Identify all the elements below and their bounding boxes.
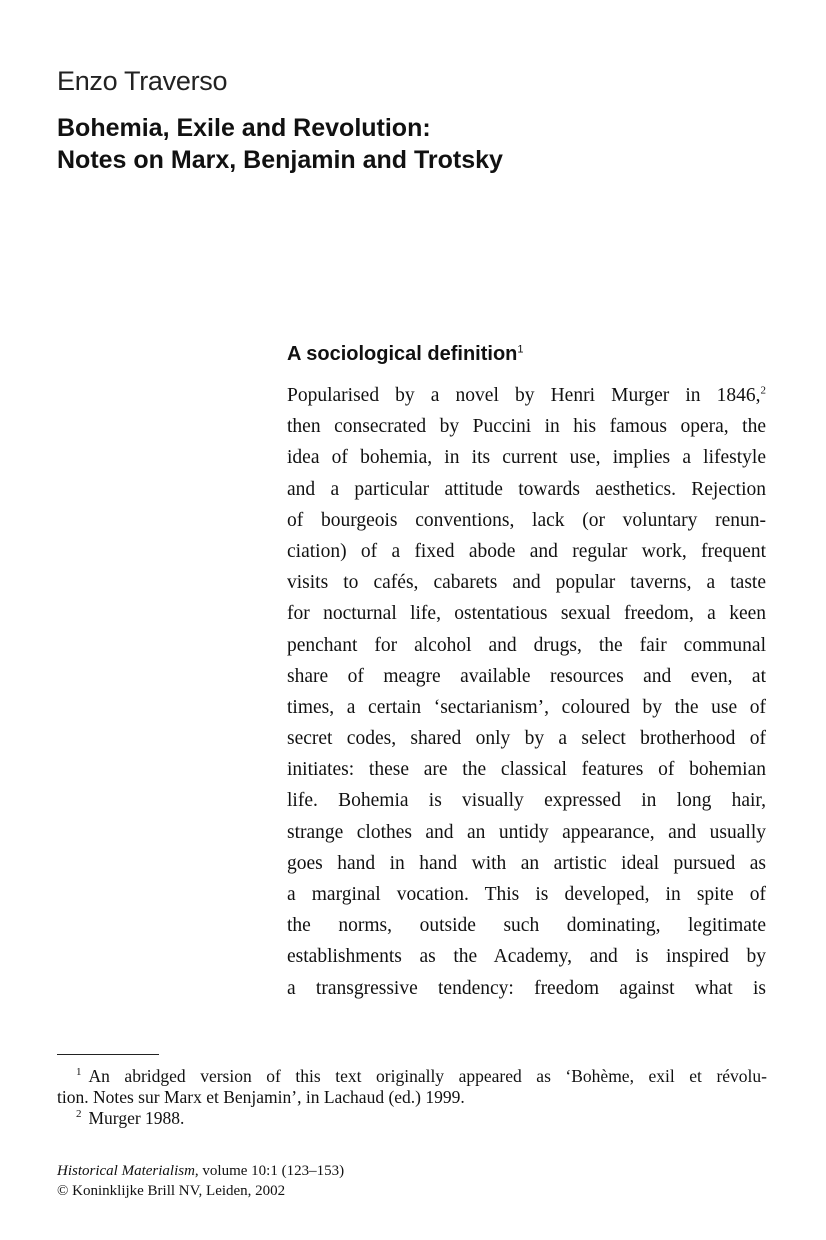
journal-name: Historical Materialism xyxy=(57,1163,195,1179)
footnote-ref-1[interactable]: 1 xyxy=(517,343,524,356)
body-line: penchant for alcohol and drugs, the fair communal xyxy=(287,634,766,656)
footnote-1-text: An abridged version of this text originally appeared as ‘Bohème, exil et révolu- xyxy=(88,1066,767,1086)
journal-info xyxy=(57,1161,344,1201)
footnote-2-number: 2 xyxy=(76,1108,82,1121)
footnotes xyxy=(57,1066,767,1129)
body-line: establishments as the Academy, and is inspired by xyxy=(287,946,766,968)
body-line: visits to cafés, cabarets and popular taverns, a taste xyxy=(287,572,766,594)
body-line: ciation) of a fixed abode and regular work, frequent xyxy=(287,540,766,562)
copyright-notice: © Koninklijke Brill NV, Leiden, 2002 xyxy=(57,1183,286,1199)
footnote-2 xyxy=(57,1108,767,1129)
body-line: life. Bohemia is visually expressed in long hair, xyxy=(287,790,766,812)
journal-issue: , volume 10:1 (123–153) xyxy=(194,1163,345,1179)
title-line-2: Notes on Marx, Benjamin and Trotsky xyxy=(57,146,503,174)
footnote-ref-2[interactable]: 2 xyxy=(760,384,766,397)
section-heading-text: A sociological definition xyxy=(287,343,518,365)
journal-citation xyxy=(57,1161,344,1181)
author-name: Enzo Traverso xyxy=(57,66,228,96)
body-line: strange clothes and an untidy appearance, and usually xyxy=(287,821,766,843)
footnote-1-line-2: tion. Notes sur Marx et Benjamin’, in Lachaud (ed.) 1999. xyxy=(57,1087,465,1107)
body-line: initiates: these are the classical features of bohemian xyxy=(287,759,766,781)
body-line: a marginal vocation. This is developed, in spite of xyxy=(287,884,766,905)
body-line: secret codes, shared only by a select brotherhood of xyxy=(287,728,766,750)
section-heading xyxy=(287,343,524,366)
footnote-1-line-1 xyxy=(57,1066,767,1087)
body-line: for nocturnal life, ostentatious sexual freedom, a keen xyxy=(287,603,766,625)
body-line: goes hand in hand with an artistic ideal pursued as xyxy=(287,852,766,874)
body-line: share of meagre available resources and even, at xyxy=(287,665,766,687)
body-line: times, a certain ‘sectarianism’, coloured by the use of xyxy=(287,696,766,718)
footnote-1 xyxy=(57,1066,767,1108)
body-line xyxy=(287,380,766,411)
footnote-1-number: 1 xyxy=(76,1066,82,1079)
footnote-2-text: Murger 1988. xyxy=(88,1108,185,1128)
body-paragraph xyxy=(287,380,766,1004)
body-line-1-text: Popularised by a novel by Henri Murger in 1846, xyxy=(287,385,761,406)
body-line: the norms, outside such dominating, legitimate xyxy=(287,915,766,937)
footnote-divider xyxy=(57,1054,159,1055)
title-line-1: Bohemia, Exile and Revolution: xyxy=(57,114,431,142)
body-line: then consecrated by Puccini in his famous opera, the xyxy=(287,416,766,438)
body-line: of bourgeois conventions, lack (or voluntary renun- xyxy=(287,509,766,531)
body-line: a transgressive tendency: freedom against what is xyxy=(287,977,766,999)
body-line: idea of bohemia, in its current use, implies a lifestyle xyxy=(287,447,766,469)
body-line: and a particular attitude towards aesthetics. Rejection xyxy=(287,478,766,500)
article-title xyxy=(57,112,503,176)
